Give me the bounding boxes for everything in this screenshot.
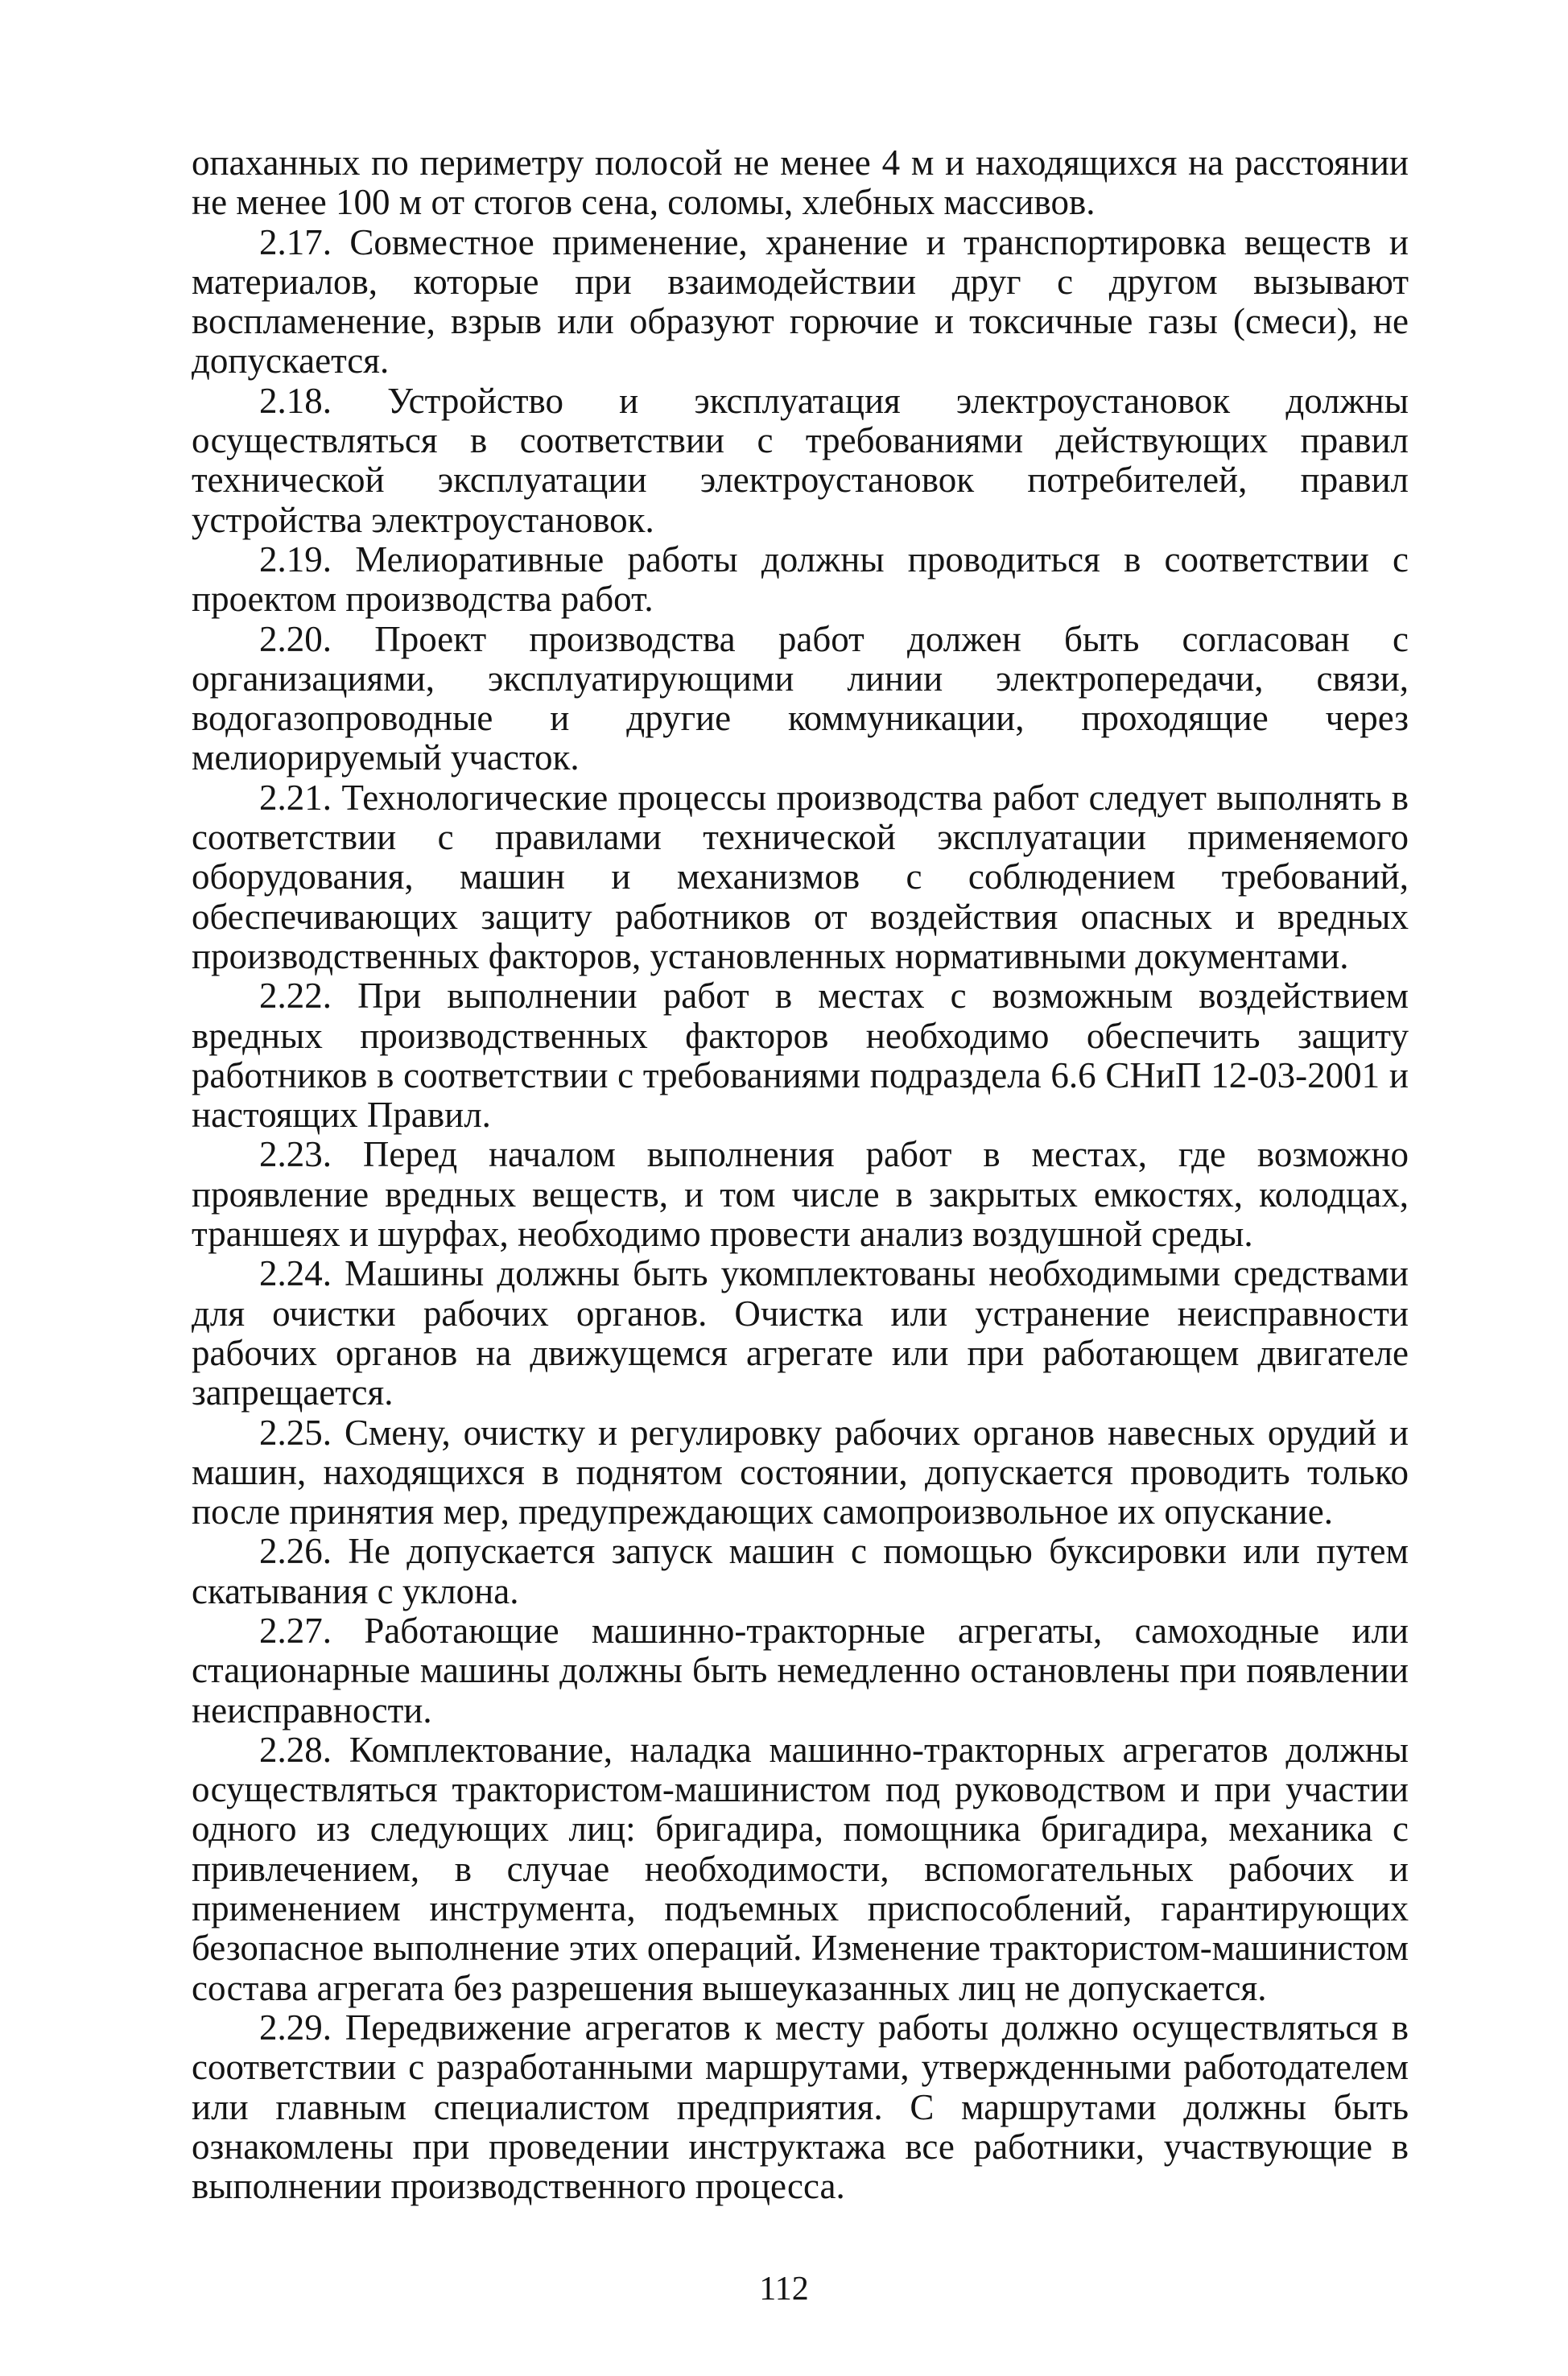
paragraph-2-19 xyxy=(192,540,1409,620)
paragraph-number: 2.17. xyxy=(259,221,332,262)
paragraph-text: Мелиоративные работы должны проводиться в соответствии с проектом производства работ. xyxy=(192,538,1409,620)
paragraph-text: При выполнении работ в местах с возможным воздействием вредных производственных факторов необходимо обеспечить защиту работников в соответствии с требованиями подраздела 6.6 СНиП 12-03-2001 и настоящих Правил. xyxy=(192,976,1409,1136)
paragraph-2-18 xyxy=(192,382,1409,540)
paragraph-number: 2.28. xyxy=(259,1729,332,1770)
paragraph-number: 2.21. xyxy=(259,777,332,818)
paragraph-2-20 xyxy=(192,620,1409,778)
paragraph-text: Не допускается запуск машин с помощью буксировки или путем скатывания с уклона. xyxy=(192,1531,1409,1611)
paragraph-number: 2.22. xyxy=(259,976,332,1017)
paragraph-2-24 xyxy=(192,1254,1409,1413)
paragraph-text: Технологические процессы производства работ следует выполнять в соответствии с правилами технической эксплуатации применяемого оборудования, машин и механизмов с соблюдением требований, обеспечивающих защиту работников от воздействия опасных и вредных производственных факторов, установленных нормативными документами. xyxy=(192,777,1409,976)
paragraph-text: Устройство и эксплуатация электроустановок должны осуществляться в соответствии с требованиями действующих правил технической эксплуатации электроустановок потребителей, правил устройства электроустановок. xyxy=(192,380,1409,540)
paragraph-2-28 xyxy=(192,1730,1409,2008)
paragraph-number: 2.25. xyxy=(259,1412,332,1453)
paragraph-2-22 xyxy=(192,976,1409,1135)
paragraph-number: 2.18. xyxy=(259,380,332,421)
paragraph-number: 2.29. xyxy=(259,2007,332,2048)
paragraph-2-23 xyxy=(192,1135,1409,1254)
paragraph-number: 2.19. xyxy=(259,538,332,580)
paragraph-text: Работающие машинно-тракторные агрегаты, самоходные или стационарные машины должны быть немедленно остановлены при появлении неисправности. xyxy=(192,1610,1409,1730)
paragraph-text: Смену, очистку и регулировку рабочих органов навесных орудий и машин, находящихся в поднятом состоянии, допускается проводить только после принятия мер, предупреждающих самопроизвольное их опускание. xyxy=(192,1412,1409,1532)
paragraph-text: Совместное применение, хранение и транспортировка веществ и материалов, которые при взаимодействии друг с другом вызывают воспламенение, взрыв или образуют горючие и токсичные газы (смеси), не допускается. xyxy=(192,221,1409,382)
paragraph-number: 2.23. xyxy=(259,1134,332,1175)
paragraph-2-21 xyxy=(192,778,1409,976)
paragraph-text: Машины должны быть укомплектованы необходимыми средствами для очистки рабочих органов. Очистка или устранение неисправности рабочих органов на движущемся агрегате или при работающем двигателе запрещается. xyxy=(192,1253,1409,1413)
paragraph-2-25 xyxy=(192,1413,1409,1532)
paragraph-text: Комплектование, наладка машинно-тракторных агрегатов должны осуществляться трактористом-машинистом под руководством и при участии одного из следующих лиц: бригадира, помощника бригадира, механика с привлечением, в случае необходимости, вспомогательных рабочих и применением инструмента, подъемных приспособлений, гарантирующих безопасное выполнение этих операций. Изменение трактористом-машинистом состава агрегата без разрешения вышеуказанных лиц не допускается. xyxy=(192,1729,1409,2008)
paragraph-text: опаханных по периметру полосой не менее 4 м и находящихся на расстоянии не менее 100 м от стогов сена, соломы, хлебных массивов. xyxy=(192,142,1409,223)
paragraph-number: 2.26. xyxy=(259,1531,332,1572)
paragraph-2-17 xyxy=(192,223,1409,382)
paragraph-2-27 xyxy=(192,1611,1409,1730)
paragraph-number: 2.20. xyxy=(259,618,332,659)
paragraph-continuation xyxy=(192,143,1409,223)
paragraph-number: 2.24. xyxy=(259,1253,332,1294)
paragraph-number: 2.27. xyxy=(259,1610,332,1651)
document-body xyxy=(192,143,1409,2206)
paragraph-text: Проект производства работ должен быть согласован с организациями, эксплуатирующими линии электропередачи, связи, водогазопроводные и другие коммуникации, проходящие через мелиорируемый участок. xyxy=(192,618,1409,778)
page-number: 112 xyxy=(759,2271,809,2308)
paragraph-2-29 xyxy=(192,2008,1409,2206)
paragraph-text: Перед началом выполнения работ в местах, где возможно проявление вредных веществ, и том числе в закрытых емкостях, колодцах, траншеях и шурфах, необходимо провести анализ воздушной среды. xyxy=(192,1134,1409,1255)
paragraph-text: Передвижение агрегатов к месту работы должно осуществляться в соответствии с разработанными маршрутами, утвержденными работодателем или главным специалистом предприятия. С маршрутами должны быть ознакомлены при проведении инструктажа все работники, участвующие в выполнении производственного процесса. xyxy=(192,2007,1409,2207)
paragraph-2-26 xyxy=(192,1532,1409,1611)
